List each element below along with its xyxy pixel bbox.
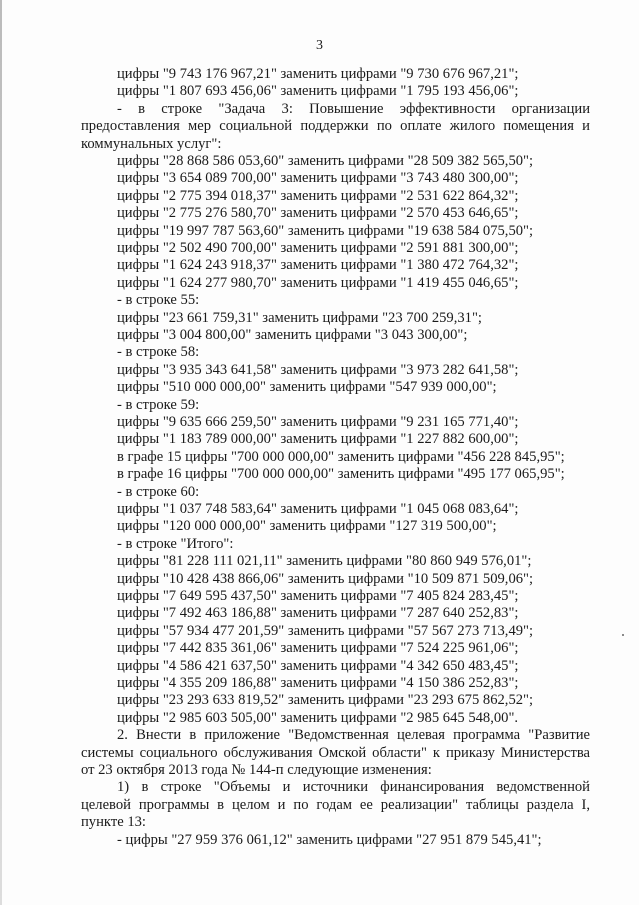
text-line: цифры "9 635 666 259,50" заменить цифрами "9 231 165 771,40"; xyxy=(117,414,519,430)
text-line: цифры "28 868 586 053,60" заменить цифрами "28 509 382 565,50"; xyxy=(117,153,534,169)
text-line: цифры "81 228 111 021,11" заменить цифрами "80 860 949 576,01"; xyxy=(117,553,532,570)
text-line: - в строке "Задача 3: Повышение эффективности организации xyxy=(117,100,590,117)
text-line: - в строке 55: xyxy=(117,292,200,309)
text-line: в графе 16 цифры "700 000 000,00" заменить цифрами "495 177 065,95"; xyxy=(117,466,565,483)
text-line: цифры "3 004 800,00" заменить цифрами "3 043 300,00"; xyxy=(117,327,468,343)
text-line: цифры "4 586 421 637,50" заменить цифрами "4 342 650 483,45"; xyxy=(117,657,519,674)
text-line: цифры "19 997 787 563,60" заменить цифрами "19 638 584 075,50"; xyxy=(117,222,534,239)
text-line: - в строке 58: xyxy=(117,344,200,361)
text-line: - цифры "27 959 376 061,12" заменить цифрами "27 951 879 545,41"; xyxy=(117,831,542,848)
scan-speck xyxy=(622,634,624,636)
page-number: 3 xyxy=(316,38,323,53)
text-line: цифры "9 743 176 967,21" заменить цифрами "9 730 676 967,21"; xyxy=(117,66,519,82)
text-line: цифры "1 624 243 918,37" заменить цифрами "1 380 472 764,32"; xyxy=(117,257,519,274)
text-line: целевой программы в целом и по годам ее реализации" таблицы раздела I, xyxy=(81,796,590,813)
text-line: коммунальных услуг": xyxy=(81,135,222,152)
text-line: - в строке 59: xyxy=(117,396,200,413)
text-line: цифры "2 985 603 505,00" заменить цифрами "2 985 645 548,00". xyxy=(117,709,519,726)
text-line: цифры "2 502 490 700,00" заменить цифрами "2 591 881 300,00"; xyxy=(117,240,519,256)
text-line: цифры "23 293 633 819,52" заменить цифрами "23 293 675 862,52"; xyxy=(117,692,534,709)
text-line: - в строке "Итого": xyxy=(117,535,234,552)
text-line: цифры "1 624 277 980,70" заменить цифрами "1 419 455 046,65"; xyxy=(117,274,519,291)
text-line: цифры "7 492 463 186,88" заменить цифрами "7 287 640 252,83"; xyxy=(117,605,519,622)
page-edge-shadow xyxy=(0,0,2,905)
text-line: цифры "1 037 748 583,64" заменить цифрами "1 045 068 083,64"; xyxy=(117,501,519,517)
text-line: цифры "7 442 835 361,06" заменить цифрами "7 524 225 961,06"; xyxy=(117,640,519,657)
text-line: цифры "2 775 276 580,70" заменить цифрами "2 570 453 646,65"; xyxy=(117,205,519,222)
text-line: в графе 15 цифры "700 000 000,00" заменить цифрами "456 228 845,95"; xyxy=(117,448,565,465)
text-line: 1) в строке "Объемы и источники финансирования ведомственной xyxy=(117,779,590,796)
text-line: цифры "23 661 759,31" заменить цифрами "23 700 259,31"; xyxy=(117,309,482,326)
text-line: - в строке 60: xyxy=(117,483,200,500)
text-line: системы социального обслуживания Омской области" к приказу Министерства xyxy=(81,744,590,761)
text-line: цифры "510 000 000,00" заменить цифрами "547 939 000,00"; xyxy=(117,379,497,396)
text-line: 2. Внести в приложение "Ведомственная целевая программа "Развитие xyxy=(117,727,590,744)
text-line: пункте 13: xyxy=(81,814,146,831)
text-line: цифры "3 935 343 641,58" заменить цифрами "3 973 282 641,58"; xyxy=(117,361,519,378)
text-line: цифры "10 428 438 866,06" заменить цифрами "10 509 871 509,06"; xyxy=(117,570,534,587)
text-line: цифры "1 807 693 456,06" заменить цифрами "1 795 193 456,06"; xyxy=(117,83,519,100)
text-line: цифры "1 183 789 000,00" заменить цифрами "1 227 882 600,00"; xyxy=(117,431,519,448)
text-line: предоставления мер социальной поддержки по оплате жилого помещения и xyxy=(81,118,590,135)
text-line: цифры "4 355 209 186,88" заменить цифрами "4 150 386 252,83"; xyxy=(117,675,519,691)
text-line: цифры "120 000 000,00" заменить цифрами "127 319 500,00"; xyxy=(117,518,497,535)
text-line: цифры "2 775 394 018,37" заменить цифрами "2 531 622 864,32"; xyxy=(117,187,519,204)
text-line: цифры "57 934 477 201,59" заменить цифрами "57 567 273 713,49"; xyxy=(117,622,534,639)
text-line: от 23 октября 2013 года № 144-п следующие изменения: xyxy=(81,762,432,778)
text-line: цифры "3 654 089 700,00" заменить цифрами "3 743 480 300,00"; xyxy=(117,170,519,187)
text-line: цифры "7 649 595 437,50" заменить цифрами "7 405 824 283,45"; xyxy=(117,588,519,604)
